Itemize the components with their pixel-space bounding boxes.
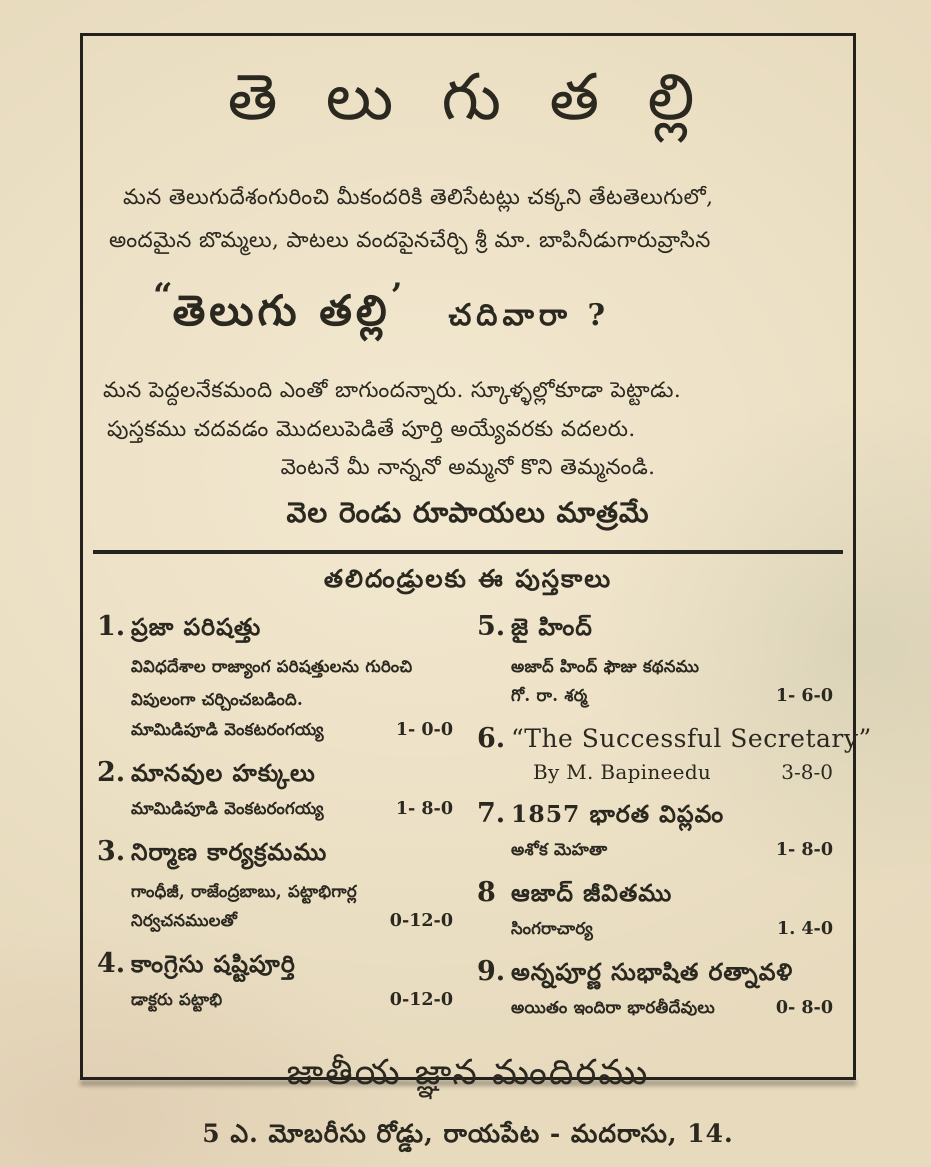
- close-quote-mark: ’: [390, 276, 403, 316]
- book-price: 0-12-0: [389, 911, 453, 932]
- book-author: డాక్టరు పట్టాభి: [131, 990, 223, 1010]
- book-price: 1- 6-0: [775, 686, 833, 707]
- pitch-line-3: వెంటనే మీ నాన్ననో అమ్మనో కొని తెమ్మనండి.: [280, 455, 656, 481]
- book-number: 2.: [97, 756, 126, 788]
- book-title: ప్రజా పరిషత్తు: [131, 613, 262, 642]
- quote-question: చదివారా ?: [448, 298, 611, 333]
- book-title: జై హింద్: [511, 613, 593, 642]
- book-list: [97, 611, 872, 1035]
- book-price: 1- 8-0: [395, 798, 453, 819]
- book-title: కాంగ్రెసు షష్టిపూర్తి: [131, 950, 296, 979]
- book-price: 1- 0-0: [395, 719, 453, 740]
- pitch-paragraph: [97, 372, 839, 488]
- book-number: 9.: [477, 956, 506, 988]
- book-title: నిర్మాణ కార్యక్రమము: [131, 837, 328, 866]
- book-number: 3.: [97, 835, 126, 867]
- book-title: మానవుల హక్కులు: [131, 758, 316, 787]
- book-list-right-column: [477, 611, 872, 1035]
- book-author: సింగరాచార్య: [511, 919, 594, 939]
- publisher-name: జాతీయ జ్ఞాన మందిరము: [286, 1053, 650, 1094]
- book-title: 1857 భారత విప్లవం: [511, 800, 725, 829]
- intro-line-1: మన తెలుగుదేశంగురించి మీకందరికి తెలిసేటట్లు చక్కని తేటతెలుగులో,: [123, 185, 714, 210]
- book-author: అశోక మెహతా: [511, 840, 608, 860]
- book-title: అన్నపూర్ణ సుభాషిత రత్నావళి: [511, 958, 794, 987]
- book-item-5: [477, 611, 839, 709]
- quoted-book-title: తెలుగు తల్లి: [172, 286, 391, 335]
- book-title: ఆజాద్ జీవితము: [511, 879, 673, 908]
- book-description-line: విపులంగా చర్చించబడింది.: [131, 690, 304, 710]
- publisher-address: 5 ఎ. మోబరీసు రోడ్డు, రాయపేట - మదరాసు, 14.: [202, 1119, 734, 1149]
- book-item-2: [97, 757, 459, 822]
- book-author: గో. రా. శర్మ: [511, 686, 588, 706]
- book-author: By M. Bapineedu: [533, 760, 712, 785]
- book-number: 4.: [97, 948, 126, 980]
- book-author: అయితం ఇందిరా భారతీదేవులు: [511, 998, 716, 1018]
- book-description-line: వివిధదేశాల రాజ్యాంగ పరిషత్తులను గురించి: [131, 657, 413, 677]
- book-number: 7.: [477, 798, 506, 830]
- book-author: మామిడిపూడి వెంకటరంగయ్య: [131, 798, 324, 818]
- book-list-left-column: [97, 611, 459, 1035]
- book-item-9: [477, 956, 839, 1021]
- book-number: 8: [477, 877, 496, 909]
- book-item-7: [477, 798, 839, 863]
- intro-paragraph: [97, 176, 839, 262]
- book-description-line: అజాద్ హింద్ ఫౌజు కథనము: [511, 657, 700, 677]
- open-quote-mark: “: [153, 276, 173, 316]
- page-title: తె లు గు త ల్లి: [227, 61, 709, 135]
- page-border-frame: [80, 33, 872, 1149]
- book-number: 6.: [477, 723, 506, 755]
- book-price: 1- 8-0: [775, 840, 833, 861]
- book-item-6: [477, 723, 872, 785]
- pitch-line-1: మన పెద్దలనేకమంది ఎంతో బాగుందన్నారు. స్కూళ్ళల్లోకూడా పెట్టాడు.: [103, 378, 682, 403]
- book-author: నిర్వచనములతో: [131, 911, 238, 931]
- section-divider-rule: [93, 550, 843, 554]
- intro-line-2: అందమైన బొమ్మలు, పాటలు వందపైనచేర్చి శ్రీ మా. బాపినీడుగారువ్రాసిన: [109, 228, 711, 253]
- price-statement: వెల రెండు రూపాయలు మాత్రమే: [286, 496, 650, 530]
- book-price: 1. 4-0: [777, 919, 833, 940]
- book-author: మామిడిపూడి వెంకటరంగయ్య: [131, 719, 324, 739]
- book-number: 5.: [477, 611, 506, 643]
- pitch-line-2: పుస్తకము చదవడం మొదలుపెడితే పూర్తి అయ్యేవరకు వదలరు.: [107, 416, 636, 442]
- book-description-line: గాంధీజీ, రాజేంద్రబాబు, పట్టాభిగార్ల: [131, 881, 357, 901]
- book-title: “The Successful Secretary”: [511, 724, 872, 754]
- book-list-section-header: తలిదండ్రులకు ఈ పుస్తకాలు: [323, 564, 613, 594]
- book-item-8: [477, 877, 839, 942]
- book-item-4: [97, 948, 459, 1013]
- book-item-3: [97, 836, 459, 934]
- book-price: 0-12-0: [389, 990, 453, 1011]
- book-price: 3-8-0: [781, 760, 833, 785]
- book-price: 0- 8-0: [775, 998, 833, 1019]
- book-item-1: [97, 611, 459, 743]
- book-title-quote: [97, 276, 839, 346]
- book-number: 1.: [97, 611, 126, 643]
